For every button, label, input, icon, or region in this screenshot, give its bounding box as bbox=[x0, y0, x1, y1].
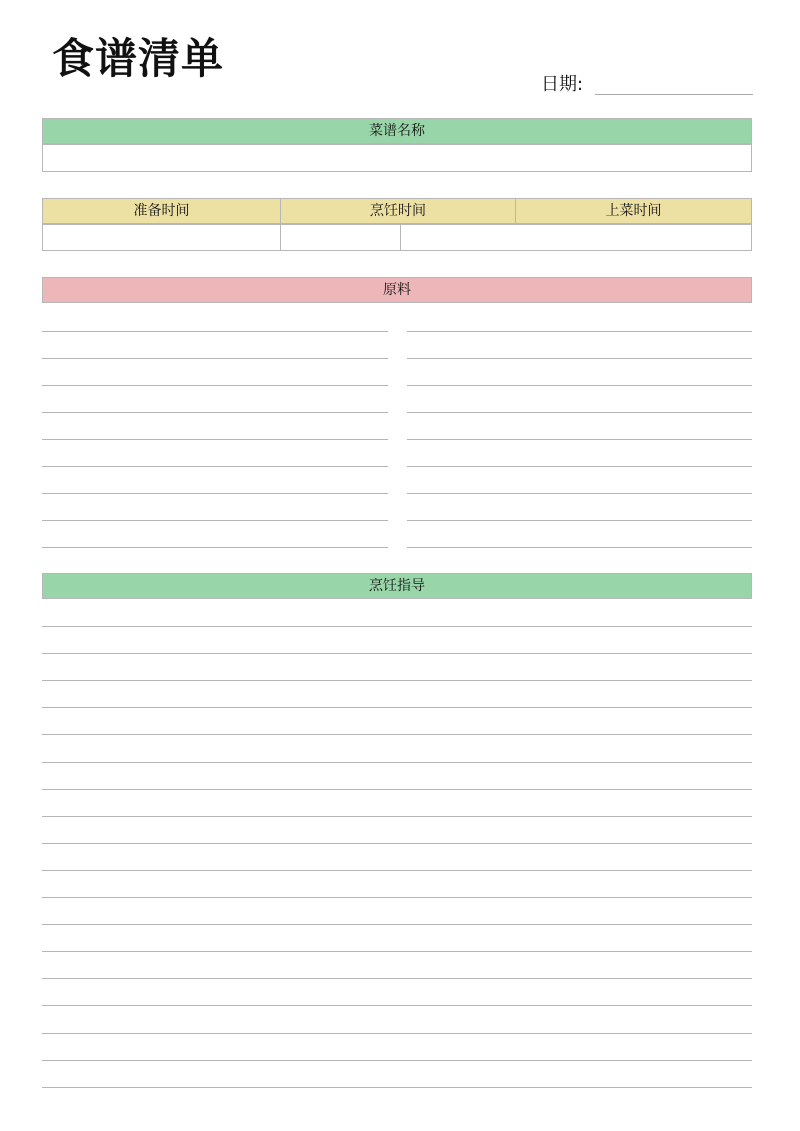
serve-time-field[interactable] bbox=[401, 225, 751, 250]
instructions-lines[interactable] bbox=[42, 599, 752, 1091]
ruled-line bbox=[407, 331, 752, 332]
times-row bbox=[42, 224, 752, 251]
date-label: 日期: bbox=[541, 74, 584, 95]
ruled-line bbox=[42, 897, 752, 898]
ruled-line bbox=[42, 385, 388, 386]
ruled-line bbox=[42, 789, 752, 790]
ruled-line bbox=[42, 707, 752, 708]
ruled-line bbox=[42, 924, 752, 925]
times-header bbox=[42, 198, 752, 224]
ruled-line bbox=[407, 493, 752, 494]
ruled-line bbox=[42, 843, 752, 844]
ingredients-left-column[interactable] bbox=[42, 304, 388, 548]
prep-time-label: 准备时间 bbox=[43, 199, 281, 223]
ruled-line bbox=[42, 520, 388, 521]
ruled-line bbox=[42, 951, 752, 952]
prep-time-field[interactable] bbox=[43, 225, 281, 250]
ruled-line bbox=[42, 412, 388, 413]
ruled-line bbox=[42, 1033, 752, 1034]
ingredients-right-column[interactable] bbox=[407, 304, 752, 548]
ruled-line bbox=[42, 331, 388, 332]
ruled-line bbox=[42, 762, 752, 763]
ruled-line bbox=[407, 547, 752, 548]
ruled-line bbox=[42, 466, 388, 467]
ruled-line bbox=[42, 358, 388, 359]
cook-time-field[interactable] bbox=[281, 225, 401, 250]
ruled-line bbox=[407, 520, 752, 521]
recipe-name-header: 菜谱名称 bbox=[42, 118, 752, 144]
ruled-line bbox=[42, 680, 752, 681]
ruled-line bbox=[42, 1060, 752, 1061]
page-title: 食谱清单 bbox=[52, 34, 225, 83]
ruled-line bbox=[42, 1087, 752, 1088]
ruled-line bbox=[42, 1005, 752, 1006]
ruled-line bbox=[42, 547, 388, 548]
recipe-name-field[interactable] bbox=[42, 144, 752, 172]
serve-time-label: 上菜时间 bbox=[605, 203, 662, 219]
ruled-line bbox=[42, 653, 752, 654]
ruled-line bbox=[407, 466, 752, 467]
date-field[interactable] bbox=[541, 74, 753, 96]
ruled-line bbox=[42, 870, 752, 871]
ruled-line bbox=[407, 439, 752, 440]
ruled-line bbox=[42, 493, 388, 494]
ruled-line bbox=[42, 816, 752, 817]
ingredients-header: 原料 bbox=[42, 277, 752, 303]
ruled-line bbox=[407, 385, 752, 386]
date-underline bbox=[595, 94, 753, 95]
ruled-line bbox=[42, 978, 752, 979]
cook-time-label: 烹饪时间 bbox=[281, 199, 516, 223]
ruled-line bbox=[407, 412, 752, 413]
ruled-line bbox=[42, 439, 388, 440]
ruled-line bbox=[407, 358, 752, 359]
ruled-line bbox=[42, 626, 752, 627]
ruled-line bbox=[42, 734, 752, 735]
instructions-header: 烹饪指导 bbox=[42, 573, 752, 599]
